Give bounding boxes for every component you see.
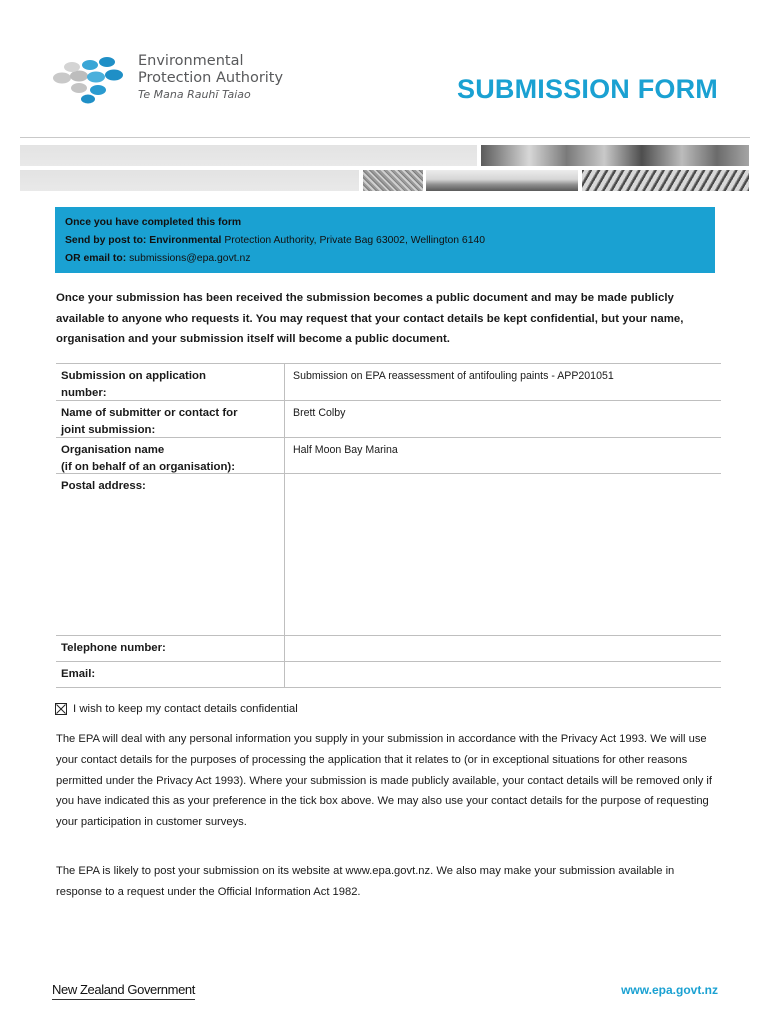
application-number-label-line-1: Submission on application (61, 370, 206, 382)
postal-address-field[interactable] (284, 474, 721, 635)
post-label: Send by post to: Environmental (65, 235, 222, 246)
submission-email-link[interactable]: submissions@epa.govt.nz (129, 253, 251, 264)
banner-bar-2 (20, 170, 359, 191)
page-title: SUBMISSION FORM (456, 74, 718, 104)
submitter-name-label-line-1: Name of submitter or contact for (61, 407, 238, 419)
banner-texture-4 (582, 170, 749, 191)
submitter-name-label (56, 401, 284, 437)
org-name-line-1: Environmental (138, 53, 244, 69)
postal-address-label: Postal address: (61, 480, 146, 492)
telephone-field[interactable] (284, 636, 721, 661)
nz-government-text: New Zealand Government (52, 982, 195, 997)
banner-texture-3 (426, 170, 578, 191)
org-name-line-2: Protection Authority (138, 70, 284, 86)
instructions-heading: Once you have completed this form (65, 217, 242, 228)
email-label: OR email to: (65, 253, 127, 264)
organisation-label (56, 438, 284, 473)
epa-logo-icon (52, 50, 134, 106)
instructions-box (55, 207, 715, 273)
banner-bar-1 (20, 145, 477, 166)
public-document-notice: Once your submission has been received the submission becomes a public document and may be made publicly available to anyone who requests it. You may request that your contact details be kept confidential, but your name, organisation and your submission itself will become a public document. (56, 292, 684, 345)
table-row (56, 438, 721, 474)
website-link[interactable]: www.epa.govt.nz (621, 983, 718, 997)
confidential-checkbox[interactable] (55, 703, 67, 715)
submitter-name-field[interactable]: Brett Colby (284, 401, 721, 437)
application-number-field[interactable]: Submission on EPA reassessment of antifouling paints - APP201051 (284, 364, 721, 400)
submitter-name-label-line-2: joint submission: (61, 423, 156, 436)
table-row (56, 474, 721, 636)
organisation-label-line-1: Organisation name (61, 444, 165, 456)
submitter-details-table (56, 363, 721, 688)
banner-texture-2 (363, 170, 423, 191)
epa-logo (52, 50, 312, 106)
nz-government-logo (52, 982, 195, 997)
nz-government-underline (52, 999, 195, 1000)
header-divider (20, 137, 750, 138)
table-row (56, 662, 721, 688)
application-number-label (56, 364, 284, 400)
privacy-paragraph: The EPA will deal with any personal information you supply in your submission in accordance with the Privacy Act 1993. We will use your contact details for the purposes of processing the application that it relates to (or in exceptional situations for other reasons permitted under the Privacy Act 1993). Where your submission is made publicly available, your contact details will be removed only if you have indicated this as your preference in the tick box above. We may also use your contact details for the purpose of requesting your participation in customer surveys. (56, 733, 713, 829)
banner-texture-1 (481, 145, 749, 166)
table-row (56, 364, 721, 401)
organisation-label-line-2: (if on behalf of an organisation): (61, 460, 236, 473)
confidential-checkbox-label: I wish to keep my contact details confidential (73, 703, 298, 715)
table-row (56, 636, 721, 662)
post-address: Protection Authority, Private Bag 63002, Wellington 6140 (224, 235, 486, 246)
application-number-label-line-2: number: (61, 386, 107, 399)
org-name-maori: Te Mana Rauhī Taiao (138, 88, 251, 101)
confidential-option[interactable] (55, 703, 298, 715)
checkbox-cross-icon (56, 704, 66, 714)
organisation-field[interactable]: Half Moon Bay Marina (284, 438, 721, 473)
email-field-label: Email: (61, 668, 96, 680)
website-paragraph: The EPA is likely to post your submission on its website at www.epa.govt.nz. We also may make your submission available in response to a request under the Official Information Act 1982. (56, 865, 675, 898)
table-row (56, 401, 721, 438)
email-field[interactable] (284, 662, 721, 687)
telephone-label: Telephone number: (61, 642, 166, 654)
